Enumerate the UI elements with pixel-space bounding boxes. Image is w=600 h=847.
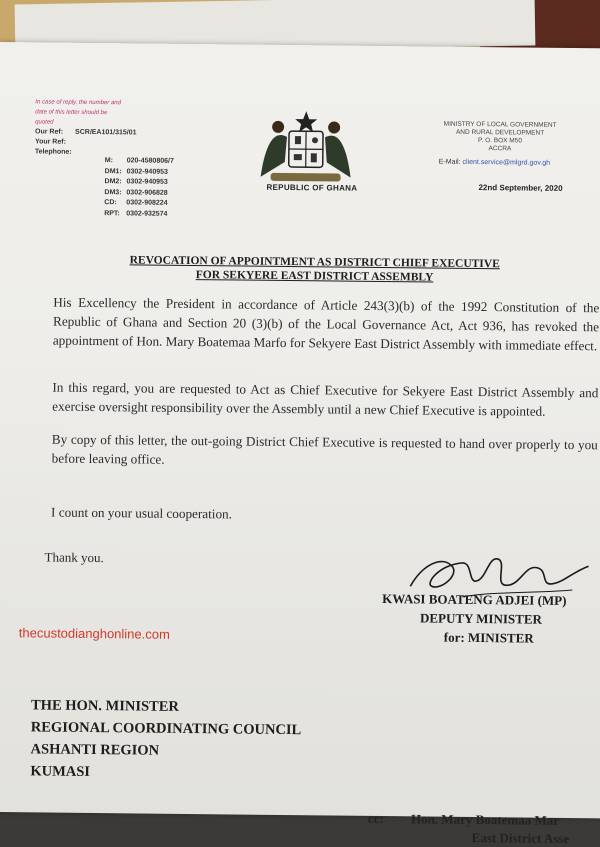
watermark: thecustodianghonline.com xyxy=(19,625,170,642)
phone-row: DM3: 0302-906828 xyxy=(104,188,173,199)
your-ref-label: Your Ref: xyxy=(35,137,71,147)
addressee-block: THE HON. MINISTER REGIONAL COORDINATING COUNCIL ASHANTI REGION KUMASI xyxy=(30,694,301,785)
closing-thanks: Thank you. xyxy=(45,549,104,566)
paragraph-4: I count on your usual cooperation. xyxy=(51,503,597,528)
reference-block xyxy=(35,97,137,158)
signer-name: KWASI BOATENG ADJEI (MP) xyxy=(382,589,567,610)
our-ref: SCR/EA101/315/01 xyxy=(75,128,137,139)
our-ref-label: Our Ref: xyxy=(35,127,71,137)
coat-of-arms-icon xyxy=(250,107,361,188)
telephone-label: Telephone: xyxy=(35,147,71,157)
letter-title: REVOCATION OF APPOINTMENT AS DISTRICT CHIEF EXECUTIVE FOR SEKYERE EAST DISTRICT ASSEMBLY xyxy=(105,253,525,285)
signer-title: DEPUTY MINISTER xyxy=(382,608,567,629)
signer-for: for: MINISTER xyxy=(382,627,567,648)
republic-label: REPUBLIC OF GHANA xyxy=(266,183,357,193)
cc-block xyxy=(368,811,559,829)
cc-line-1: Hon. Mary Boatemaa Mar xyxy=(411,811,559,828)
paragraph-2: In this regard, you are requested to Act as Chief Executive for Sekyere East District Assembly and exercise oversight responsibility over the Assembly until a new Chief Executive is appointed. xyxy=(52,378,598,422)
paragraph-3: By copy of this letter, the out-going District Chief Executive is requested to hand over properly to you before leaving office. xyxy=(52,430,598,474)
letter-date: 22nd September, 2020 xyxy=(478,183,562,193)
phone-row: RPT: 0302-932574 xyxy=(104,209,173,220)
email-line: E-Mail: client.service@mlgrd.gov.gh xyxy=(439,159,550,167)
phone-row: CD: 0302-908224 xyxy=(104,198,173,209)
letter-page xyxy=(0,42,600,818)
ministry-address: MINISTRY OF LOCAL GOVERNMENT AND RURAL DEVELOPMENT P. O. BOX M50 ACCRA xyxy=(435,121,565,154)
phone-row: DM1: 0302-940953 xyxy=(105,167,174,178)
signer-block xyxy=(382,589,567,648)
cc-label: cc: xyxy=(368,811,384,826)
phone-row: M: 020-4580806/7 xyxy=(105,156,174,167)
reply-note: In case of reply, the number and date of this letter should be quoted xyxy=(35,97,125,128)
paragraph-1: His Excellency the President in accordance of Article 243(3)(b) of the 1992 Constitution of the Republic of Ghana and Section 20 (3)(b) of the Local Governance Act, Act 936, has revoked the appointment of Hon. Mary Boatemaa Marfo for Sekyere East District Assembly with immediate effect. xyxy=(53,293,600,356)
email-link[interactable]: client.service@mlgrd.gov.gh xyxy=(462,159,550,167)
phone-list xyxy=(104,156,174,220)
cc-line-2: East District Asse xyxy=(472,830,570,847)
phone-row: DM2: 0302-940953 xyxy=(104,177,173,188)
